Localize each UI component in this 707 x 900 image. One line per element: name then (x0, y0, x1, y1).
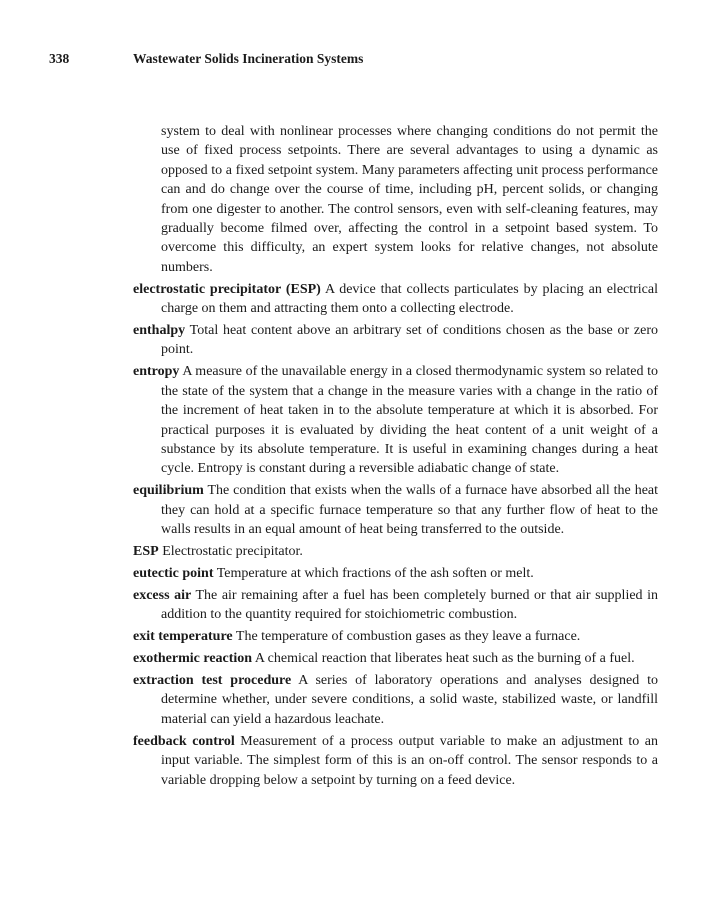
glossary-body (133, 122, 658, 790)
glossary-definition: A device that collects particulates by placing an electrical charge on them and attracting them onto a collecting electrode. (161, 281, 658, 317)
glossary-term: enthalpy (133, 323, 186, 339)
glossary-term: excess air (133, 587, 192, 603)
glossary-definition: The temperature of combustion gases as they leave a furnace. (235, 629, 581, 645)
glossary-definition: A series of laboratory operations and analyses designed to determine whether, under severe conditions, a solid waste, stabilized waste, or landfill material can yield a hazardous leachate. (161, 672, 658, 727)
glossary-definition: Temperature at which fractions of the ash soften or melt. (216, 565, 534, 581)
running-title: Wastewater Solids Incineration Systems (133, 51, 364, 66)
page-number: 338 (49, 51, 70, 66)
glossary-entry (133, 627, 658, 646)
glossary-entry (133, 280, 658, 319)
glossary-term: feedback control (133, 733, 235, 749)
glossary-definition: Electrostatic precipitator. (162, 544, 303, 560)
glossary-definition: A chemical reaction that liberates heat such as the burning of a fuel. (254, 651, 635, 667)
page-header (0, 51, 707, 71)
glossary-term: exothermic reaction (133, 651, 253, 667)
continuation-paragraph: system to deal with nonlinear processes where changing conditions do not permit the use of fixed process setpoints. There are several advantages to using a dynamic as opposed to a fixed setpoint system. Many parameters affecting unit process performance can and do change over the course of time, including pH, percent solids, or changing from one digester to another. The control sensors, even with self-cleaning features, may gradually become filmed over, affecting the control in a setpoint based system. To overcome this difficulty, an expert system looks for relative changes, not absolute numbers. (161, 124, 658, 275)
glossary-definition: Measurement of a process output variable to make an adjustment to an input variable. The simplest form of this is an on-off control. The sensor responds to a variable dropping below a setpoint by turning on a feed device. (161, 733, 658, 788)
glossary-term: entropy (133, 364, 180, 380)
glossary-entry (133, 649, 658, 668)
glossary-definition: The air remaining after a fuel has been completely burned or that air supplied in addition to the quantity required for stoichiometric combustion. (161, 587, 658, 623)
glossary-entry (133, 732, 658, 790)
glossary-term: ESP (133, 544, 159, 560)
glossary-definition: The condition that exists when the walls of a furnace have absorbed all the heat they can hold at a specific furnace temperature so that any further flow of heat to the walls results in an equal amount of heat being transferred to the outside. (161, 483, 659, 538)
glossary-term: eutectic point (133, 565, 214, 581)
glossary-entry (133, 362, 658, 478)
glossary-entry (133, 586, 658, 625)
glossary-entry (133, 671, 658, 729)
glossary-entry (133, 321, 658, 360)
glossary-entry (133, 564, 658, 583)
glossary-term: electrostatic precipitator (ESP) (133, 281, 321, 297)
glossary-entry (133, 481, 658, 539)
glossary-term: equilibrium (133, 483, 204, 499)
glossary-definition: A measure of the unavailable energy in a closed thermodynamic system so related to the state of the system that a change in the measure varies with a change in the ratio of the increment of heat taken in to the absolute temperature at which it is absorbed. For practical purposes it is evaluated by dividing the heat content of a unit weight of a substance by its absolute temperature. It is useful in examining changes during a heat cycle. Entropy is constant during a reversible adiabatic change of state. (161, 364, 658, 477)
glossary-entry (133, 542, 658, 561)
glossary-term: exit temperature (133, 629, 233, 645)
glossary-definition: Total heat content above an arbitrary set of conditions chosen as the base or zero point. (161, 323, 658, 358)
glossary-term: extraction test procedure (133, 672, 292, 688)
